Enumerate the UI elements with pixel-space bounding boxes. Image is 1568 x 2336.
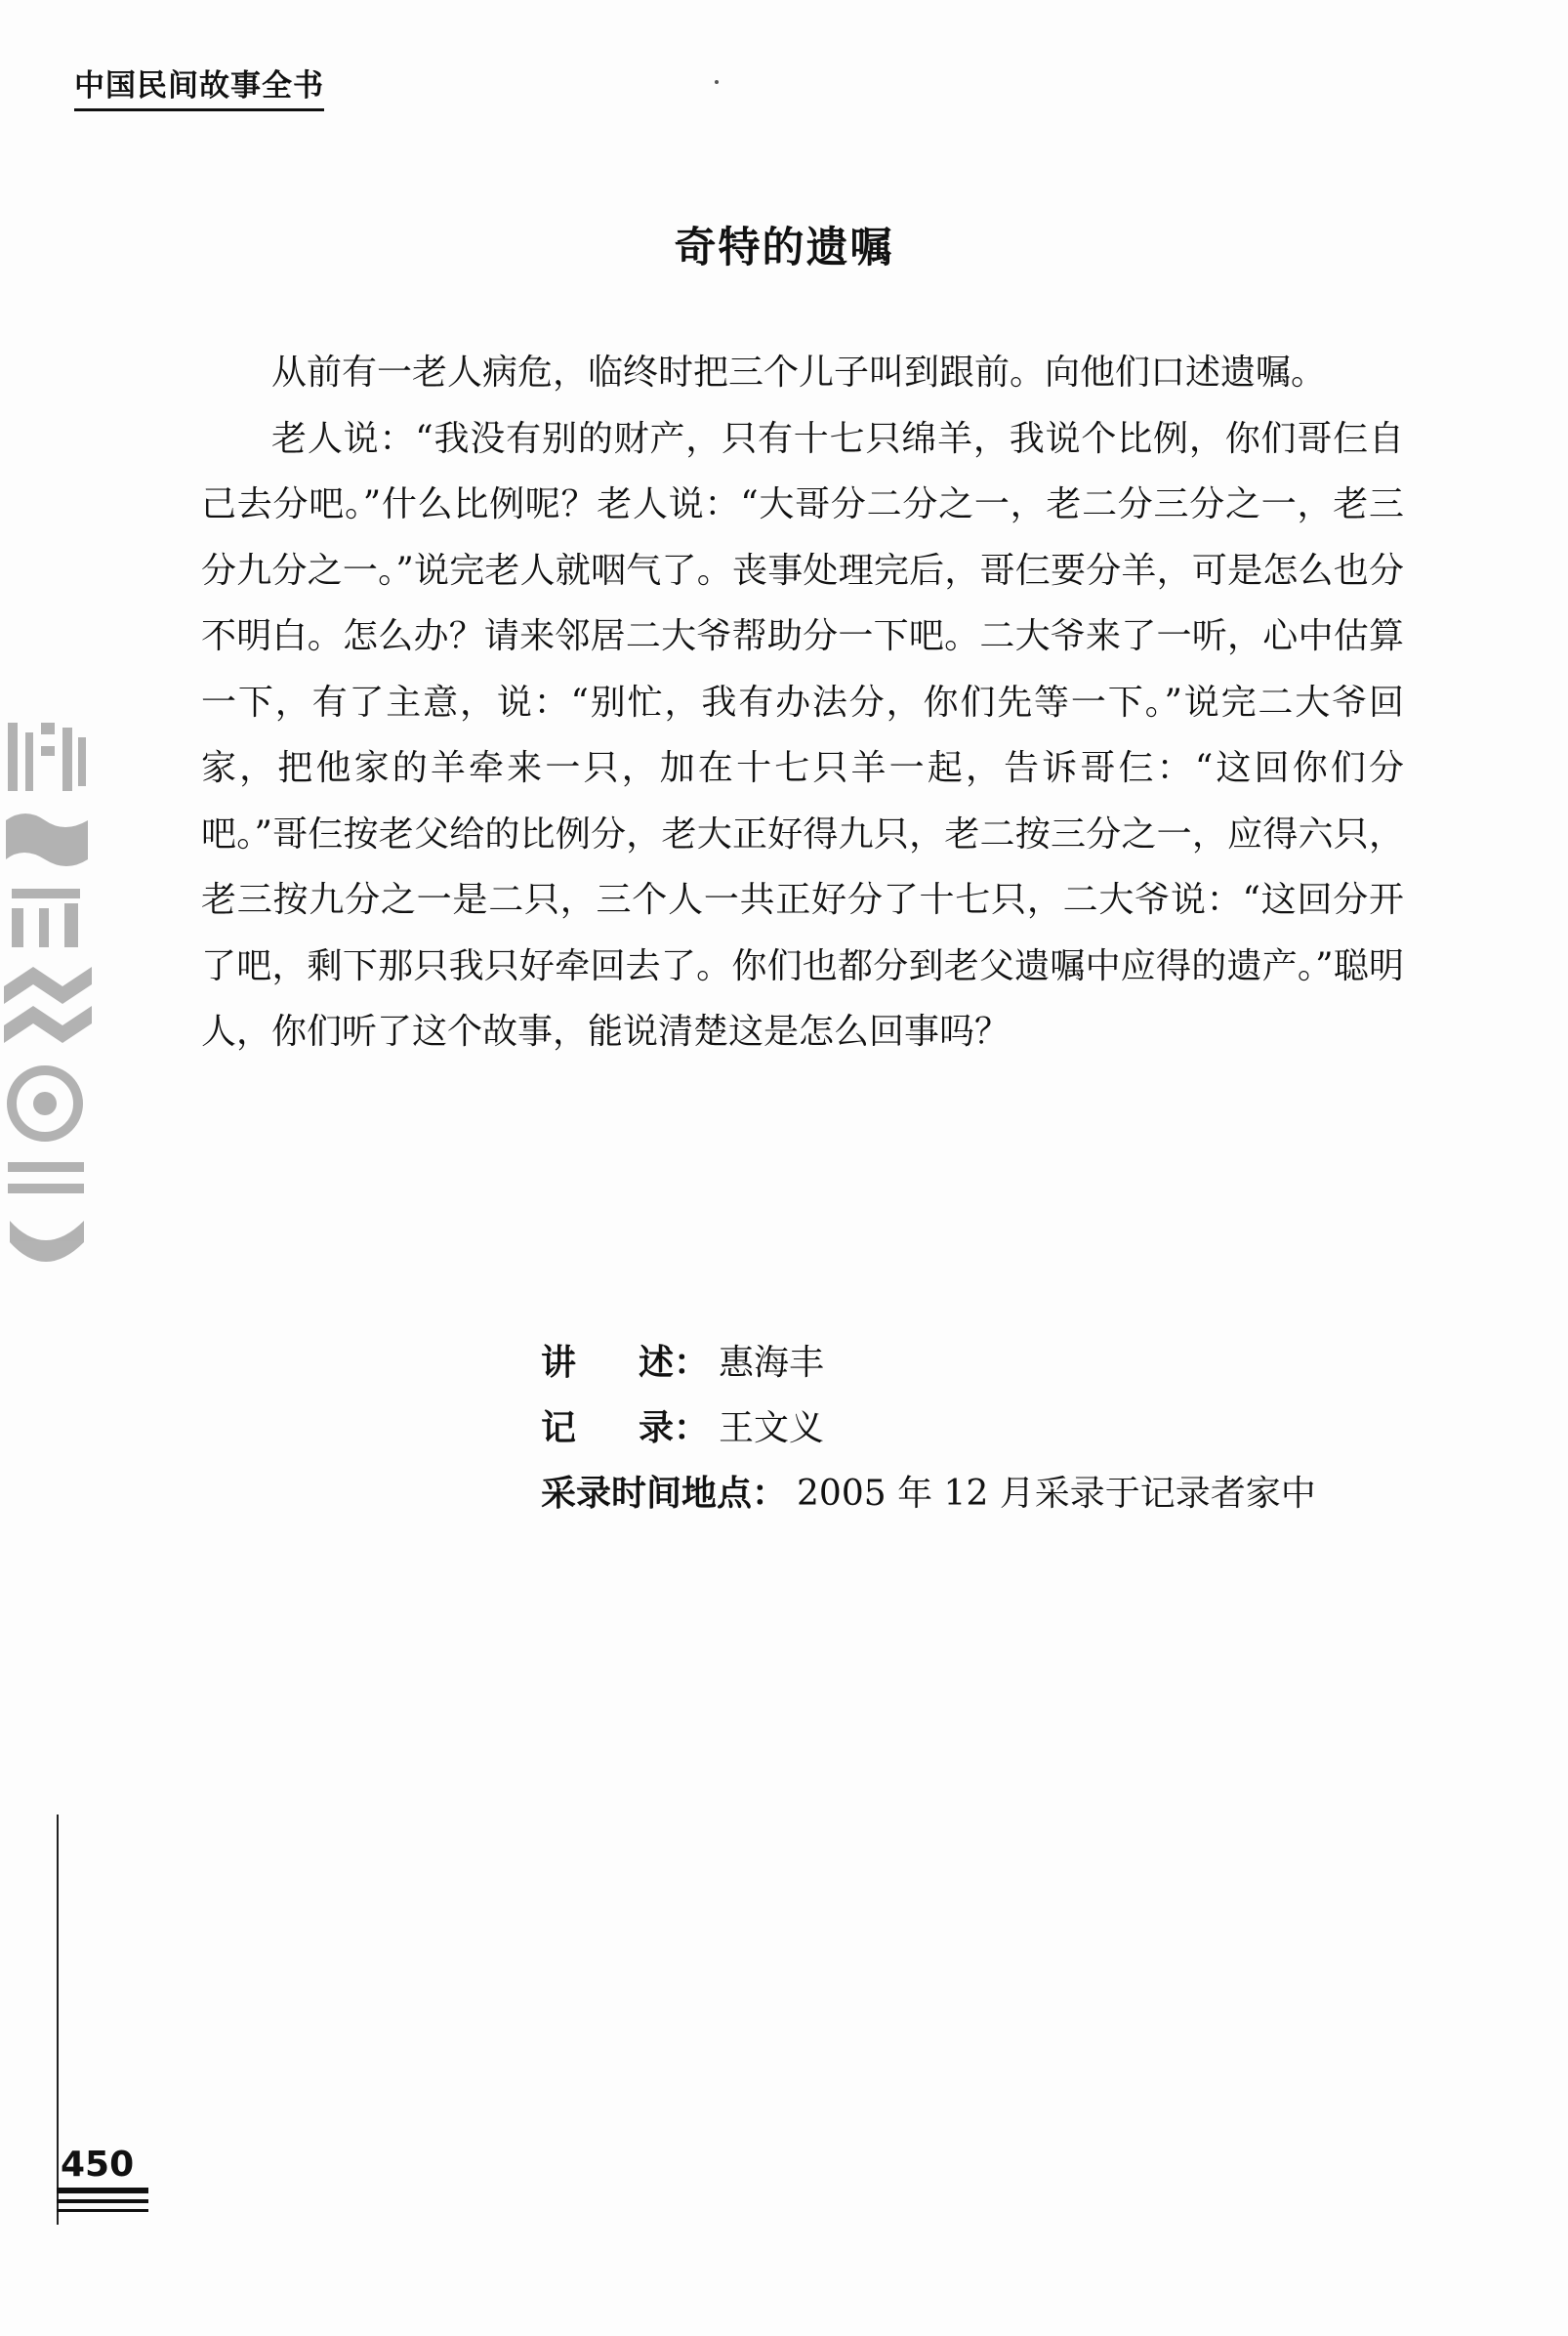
story-body (201, 340, 1404, 1065)
colon: ： (674, 1407, 710, 1448)
narrator-row (541, 1330, 1316, 1396)
margin-rule (57, 1815, 59, 2225)
story-title: 奇特的遗嘱 (674, 224, 894, 272)
running-header: 中国民间故事全书 (74, 61, 324, 111)
recorder-name: 王文义 (719, 1408, 825, 1448)
page-number: 450 (61, 2145, 135, 2185)
print-speck (715, 80, 719, 84)
credits-block (541, 1330, 1316, 1526)
narrator-label: 讲述 (541, 1343, 674, 1383)
colon: ： (674, 1342, 710, 1383)
footer-bar (57, 2188, 148, 2193)
footer-bar (57, 2209, 148, 2212)
time-place-label: 采录时间地点 (541, 1474, 753, 1514)
footer-bar (57, 2199, 148, 2203)
narrator-name: 惠海丰 (719, 1343, 825, 1383)
time-place-value: 2005 年 12 月采录于记录者家中 (797, 1474, 1316, 1514)
paragraph: 老人说：“我没有别的财产，只有十七只绵羊，我说个比例，你们哥仨自己去分吧。”什么比例呢？老人说：“大哥分二分之一，老二分三分之一，老三分九分之一。”说完老人就咽气了。丧事处理完后，哥仨要分羊，可是怎么也分不明白。怎么办？请来邻居二大爷帮助分一下吧。二大爷来了一听，心中估算一下，有了主意，说：“别忙，我有办法分，你们先等一下。”说完二大爷回家，把他家的羊牵来一只，加在十七只羊一起，告诉哥仨：“这回你们分吧。”哥仨按老父给的比例分，老大正好得九只，老二按三分之一，应得六只，老三按九分之一是二只，三个人一共正好分了十七只，二大爷说：“这回分开了吧，剩下那只我只好牵回去了。你们也都分到老父遗嘱中应得的遗产。”聪明人，你们听了这个故事，能说清楚这是怎么回事吗？ (201, 418, 1404, 1052)
recorder-row (541, 1396, 1316, 1461)
time-place-row (541, 1461, 1316, 1526)
recorder-label: 记录 (541, 1408, 674, 1448)
colon: ： (752, 1473, 788, 1514)
paragraph: 从前有一老人病危，临终时把三个儿子叫到跟前。向他们口述遗嘱。 (271, 353, 1327, 393)
decorative-side-ornament (0, 703, 98, 1289)
